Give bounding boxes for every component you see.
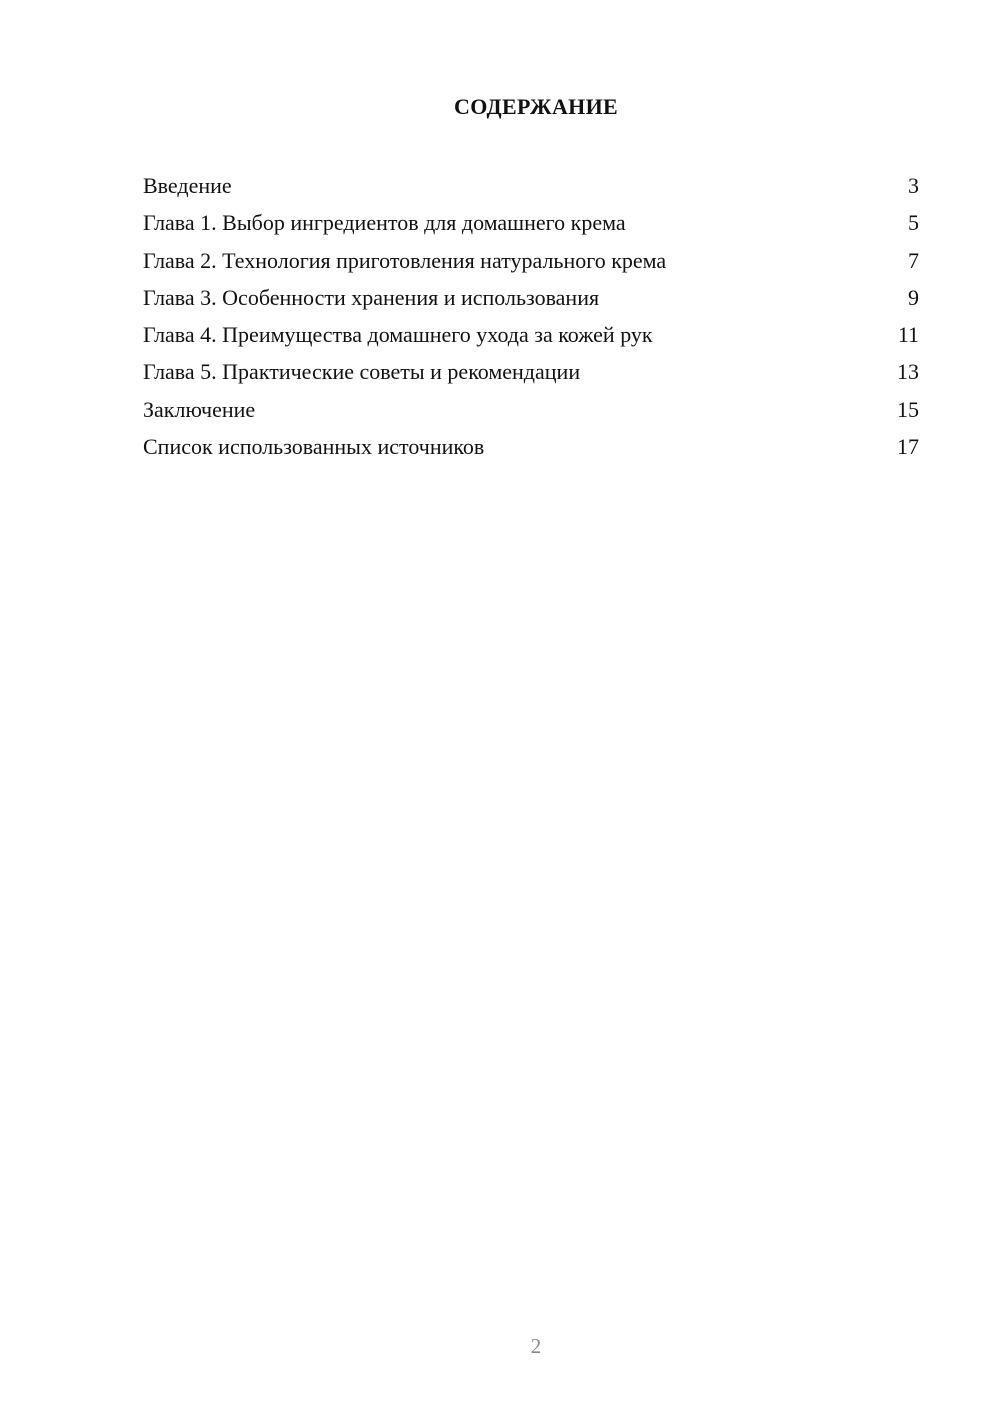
toc-entry-label: Глава 1. Выбор ингредиентов для домашнего крема [143, 210, 626, 236]
toc-entry-label: Заключение [143, 396, 256, 422]
page-title: СОДЕРЖАНИЕ [454, 94, 618, 119]
toc-entry-page: 5 [908, 210, 919, 236]
toc-entry [143, 167, 919, 204]
toc-entry-page: 3 [908, 173, 919, 198]
toc-entry [143, 204, 919, 241]
toc-entry-label: Глава 2. Технология приготовления натурального крема [143, 247, 667, 273]
toc-entry-page: 13 [897, 359, 919, 385]
toc-entry-label: Список использованных источников [143, 434, 485, 460]
table-of-contents [143, 167, 919, 465]
toc-entry-page: 7 [908, 247, 919, 273]
toc-entry [143, 279, 919, 316]
toc-entry-label: Глава 5. Практические советы и рекомендации [143, 359, 581, 385]
toc-entry-page: 15 [897, 396, 919, 422]
toc-entry [143, 391, 919, 428]
toc-entry-page: 17 [897, 434, 919, 460]
toc-entry-page: 11 [897, 322, 919, 348]
toc-entry [143, 428, 919, 465]
toc-entry-label: Глава 4. Преимущества домашнего ухода за кожей рук [143, 322, 653, 348]
toc-entry [143, 353, 919, 390]
toc-entry-label: Глава 3. Особенности хранения и использования [143, 284, 600, 310]
toc-entry [143, 242, 919, 279]
page-number: 2 [530, 1334, 542, 1358]
toc-entry-label: Введение [143, 173, 232, 198]
toc-entry-page: 9 [908, 284, 919, 310]
toc-entry [143, 316, 919, 353]
